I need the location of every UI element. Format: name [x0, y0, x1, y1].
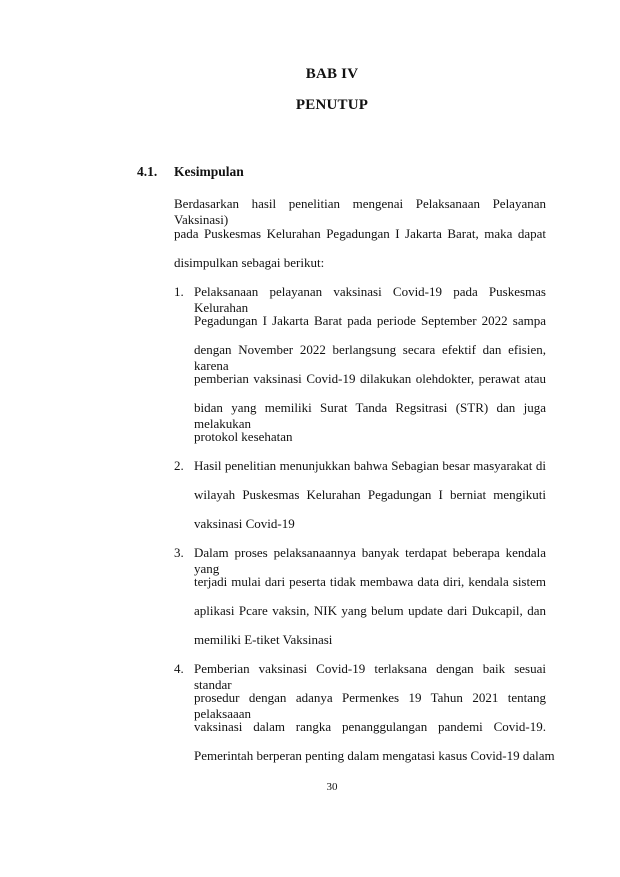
list-line: dengan November 2022 berlangsung secara efektif dan efisien, karena: [194, 342, 546, 373]
list-line: Pemberian vaksinasi Covid-19 terlaksana dengan baik sesuai standar: [194, 661, 546, 692]
list-line: bidan yang memiliki Surat Tanda Regsitrasi (STR) dan juga melakukan: [194, 400, 546, 431]
list-line: vaksinasi dalam rangka penanggulangan pandemi Covid-19.: [194, 719, 546, 734]
list-line: vaksinasi Covid-19: [194, 516, 295, 531]
list-number: 2.: [174, 458, 184, 473]
intro-line: Berdasarkan hasil penelitian mengenai Pelaksanaan Pelayanan Vaksinasi): [174, 196, 546, 227]
list-line: Hasil penelitian menunjukkan bahwa Sebagian besar masyarakat di: [194, 458, 546, 473]
list-line: Pelaksanaan pelayanan vaksinasi Covid-19 pada Puskesmas Kelurahan: [194, 284, 546, 315]
chapter-heading: BAB IV: [305, 66, 359, 82]
list-line: terjadi mulai dari peserta tidak membawa data diri, kendala sistem: [194, 574, 546, 589]
list-line: Dalam proses pelaksanaannya banyak terdapat beberapa kendala yang: [194, 545, 546, 576]
list-line: Pemerintah berperan penting dalam mengatasi kasus Covid-19 dalam: [194, 748, 555, 763]
intro-line: pada Puskesmas Kelurahan Pegadungan I Jakarta Barat, maka dapat: [174, 226, 546, 241]
list-line: aplikasi Pcare vaksin, NIK yang belum update dari Dukcapil, dan: [194, 603, 546, 618]
list-number: 3.: [174, 545, 184, 560]
list-number: 4.: [174, 661, 184, 676]
list-line: Pegadungan I Jakarta Barat pada periode September 2022 sampa: [194, 313, 546, 328]
list-number: 1.: [174, 284, 184, 299]
list-line: memiliki E-tiket Vaksinasi: [194, 632, 333, 647]
list-line: pemberian vaksinasi Covid-19 dilakukan olehdokter, perawat atau: [194, 371, 546, 386]
section-title: Kesimpulan: [174, 164, 244, 179]
list-line: protokol kesehatan: [194, 429, 293, 444]
chapter-title: PENUTUP: [295, 97, 369, 113]
intro-line: disimpulkan sebagai berikut:: [174, 255, 325, 270]
section-number: 4.1.: [137, 164, 158, 179]
page-number: 30: [326, 781, 338, 793]
list-line: prosedur dengan adanya Permenkes 19 Tahun 2021 tentang pelaksaaan: [194, 690, 546, 721]
list-line: wilayah Puskesmas Kelurahan Pegadungan I berniat mengikuti: [194, 487, 546, 502]
